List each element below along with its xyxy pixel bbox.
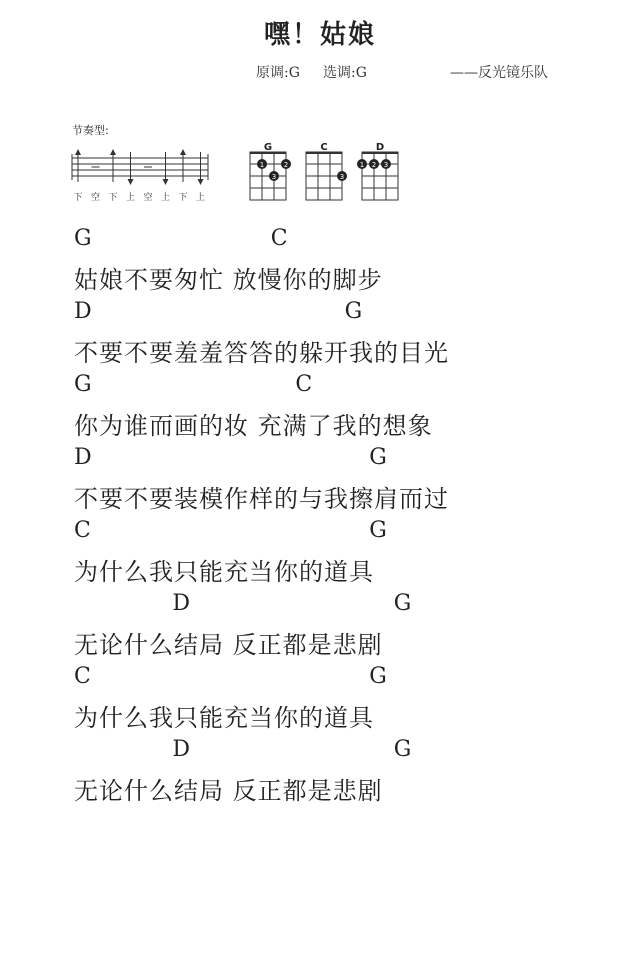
chord-symbol: G xyxy=(369,518,387,543)
chord-symbol: G xyxy=(369,445,387,470)
lyric-line: 为什么我只能充当你的道具 xyxy=(74,558,374,586)
rhythm-stroke-label: 上 xyxy=(195,193,206,203)
chord-symbol: D xyxy=(74,445,92,470)
chord-symbol: G xyxy=(393,591,412,616)
chord-symbol: D xyxy=(172,591,191,616)
lyric-line: 不要不要装模作样的与我擦肩而过 xyxy=(74,485,449,513)
chord-diagram-name: C xyxy=(320,142,328,153)
chord-symbol: G xyxy=(393,737,412,762)
rhythm-stroke-label: 上 xyxy=(125,193,136,203)
rhythm-stroke xyxy=(196,152,205,203)
chord-symbol: G xyxy=(369,664,387,689)
chord-diagram xyxy=(357,142,398,200)
rhythm-stroke-label: 空 xyxy=(90,193,101,203)
rhythm-stroke xyxy=(91,167,100,203)
chord-diagram xyxy=(306,142,347,200)
rhythm-stroke-label: 上 xyxy=(160,193,171,203)
chord-symbol: G xyxy=(74,372,92,397)
chosen-key: 选调:G xyxy=(323,65,367,81)
finger-number: 2 xyxy=(283,161,289,169)
rhythm-stroke-label: 下 xyxy=(73,193,83,203)
chord-symbol: G xyxy=(74,226,92,251)
finger-number: 2 xyxy=(371,161,377,169)
finger-number: 3 xyxy=(383,161,389,169)
song-title: 嘿！姑娘 xyxy=(263,20,376,50)
chord-symbol: C xyxy=(295,372,313,397)
rhythm-stroke-label: 下 xyxy=(108,193,118,203)
lyric-line: 不要不要羞羞答答的躲开我的目光 xyxy=(74,339,449,367)
rhythm-label: 节奏型: xyxy=(72,124,109,137)
lyric-line: 姑娘不要匆忙 放慢你的脚步 xyxy=(74,266,383,294)
chord-symbol: C xyxy=(74,518,91,543)
chord-diagram xyxy=(250,142,291,200)
lyric-line: 无论什么结局 反正都是悲剧 xyxy=(74,777,383,805)
original-key: 原调:G xyxy=(256,65,300,81)
lyric-line: 无论什么结局 反正都是悲剧 xyxy=(74,631,383,659)
chord-diagram-name: D xyxy=(375,142,385,153)
artist-credit: ——反光镜乐队 xyxy=(450,65,548,81)
finger-number: 1 xyxy=(359,161,365,169)
chord-diagram-name: G xyxy=(263,142,273,153)
chord-line xyxy=(74,372,574,400)
chord-line xyxy=(74,226,574,254)
chord-line xyxy=(74,518,574,546)
chord-symbol: G xyxy=(344,299,363,324)
chord-diagrams xyxy=(244,140,404,206)
lyric-line: 为什么我只能充当你的道具 xyxy=(74,704,374,732)
chord-line xyxy=(74,299,574,327)
rhythm-stroke xyxy=(161,152,170,203)
chord-symbol: D xyxy=(172,737,191,762)
rhythm-stroke-label: 空 xyxy=(143,193,153,203)
chord-line xyxy=(74,591,574,619)
chord-symbol: D xyxy=(74,299,92,324)
rhythm-pattern xyxy=(70,146,210,204)
chord-line xyxy=(74,737,574,765)
chord-symbol: C xyxy=(74,664,91,689)
chord-line xyxy=(74,664,574,692)
chord-line xyxy=(74,445,574,473)
finger-number: 1 xyxy=(259,161,265,169)
lyric-line: 你为谁而画的妆 充满了我的想象 xyxy=(74,412,433,440)
rhythm-stroke xyxy=(143,167,152,203)
rhythm-stroke-label: 下 xyxy=(178,193,188,203)
chord-symbol: C xyxy=(270,226,288,251)
rhythm-stroke xyxy=(126,152,135,203)
finger-number: 3 xyxy=(339,173,345,181)
finger-number: 3 xyxy=(271,173,277,181)
